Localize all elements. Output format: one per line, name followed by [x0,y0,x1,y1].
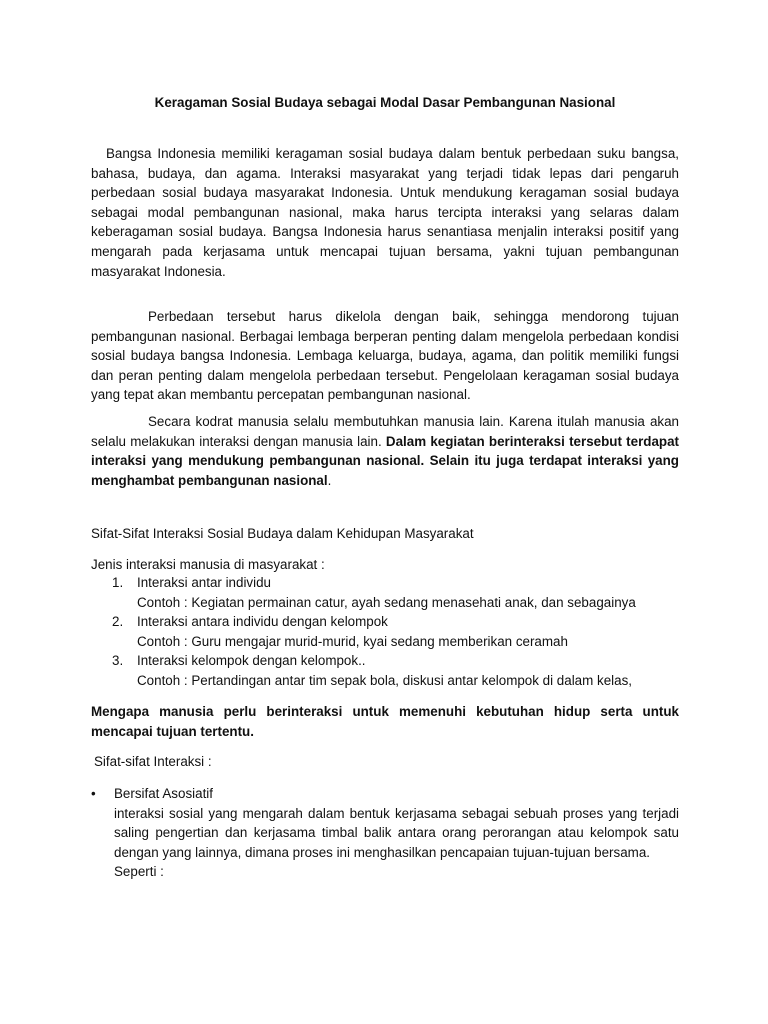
paragraph-kodrat [91,412,679,490]
list-item-label: Interaksi kelompok dengan kelompok.. [137,653,366,669]
bullet-text: interaksi sosial yang mengarah dalam bentuk kerjasama sebagai sebuah proses yang terjadi saling pengertian dan kerjasama timbal balik antara orang perorangan atau kelompok satu dengan yang lainnya, dimana proses ini menghasilkan pencapaian tujuan-tujuan bersama. [114,805,679,860]
bullet-body [114,784,679,882]
list-item-example: Contoh : Guru mengajar murid-murid, kyai sedang memberikan ceramah [137,633,568,649]
paragraph-kodrat-end: . [327,472,332,488]
sifat-heading: Sifat-sifat Interaksi : [94,754,212,769]
list-item-number: 1. [112,575,124,590]
list-item-label: Interaksi antara individu dengan kelompok [137,614,388,630]
list-item [91,612,679,651]
list-item-example: Contoh : Pertandingan antar tim sepak bola, diskusi antar kelompok di dalam kelas, [137,672,632,688]
bullet-title: Bersifat Asosiatif [114,786,213,801]
list-intro: Jenis interaksi manusia di masyarakat : [91,557,325,572]
document-title: Keragaman Sosial Budaya sebagai Modal Dasar Pembangunan Nasional [154,95,616,110]
section-heading: Sifat-Sifat Interaksi Sosial Budaya dalam Kehidupan Masyarakat [91,526,474,541]
interaction-type-list [91,573,679,691]
question-paragraph: Mengapa manusia perlu berinteraksi untuk memenuhi kebutuhan hidup serta untuk mencapai tujuan tertentu. [91,704,679,739]
bullet-dot-icon: • [91,786,96,801]
paragraph-kodrat-bold: Dalam kegiatan berinteraksi tersebut terdapat interaksi yang mendukung pembangunan nasional. Selain itu juga terdapat interaksi yang menghambat pembangunan nasional [91,433,679,488]
paragraph-kodrat-normal: Secara kodrat manusia selalu membutuhkan manusia lain. Karena itulah manusia akan selalu melakukan interaksi dengan manusia lain. [91,414,679,449]
list-item [91,651,679,690]
bullet-tail: Seperti : [114,864,164,880]
list-item [91,573,679,612]
list-item-label: Interaksi antar individu [137,575,271,590]
paragraph-intro: Bangsa Indonesia memiliki keragaman sosial budaya dalam bentuk perbedaan suku bangsa, bahasa, budaya, dan agama. Interaksi masyarakat yang terjadi tidak lepas dari pengaruh perbedaan sosial budaya masyarakat Indonesia. Untuk mendukung keragaman sosial budaya sebagai modal pembangunan nasional, maka harus tercipta interaksi yang selaras dalam keberagaman sosial budaya. Bangsa Indonesia harus senantiasa menjalin interaksi positif yang mengarah pada kerjasama untuk mencapai tujuan bersama, yakni tujuan pembangunan masyarakat Indonesia. [91,146,679,279]
bullet-item-asosiatif [91,784,679,882]
list-item-example: Contoh : Kegiatan permainan catur, ayah sedang menasehati anak, dan sebagainya [137,594,636,610]
list-item-number: 3. [112,653,124,669]
paragraph-perbedaan: Perbedaan tersebut harus dikelola dengan baik, sehingga mendorong tujuan pembangunan nasional. Berbagai lembaga berperan penting dalam mengelola perbedaan kondisi sosial budaya bangsa Indonesia. Lembaga keluarga, budaya, agama, dan politik memiliki fungsi dan peran penting dalam mengelola perbedaan tersebut. Pengelolaan keragaman sosial budaya yang tepat akan membantu percepatan pembangunan nasional. [91,309,679,403]
list-item-number: 2. [112,614,124,630]
